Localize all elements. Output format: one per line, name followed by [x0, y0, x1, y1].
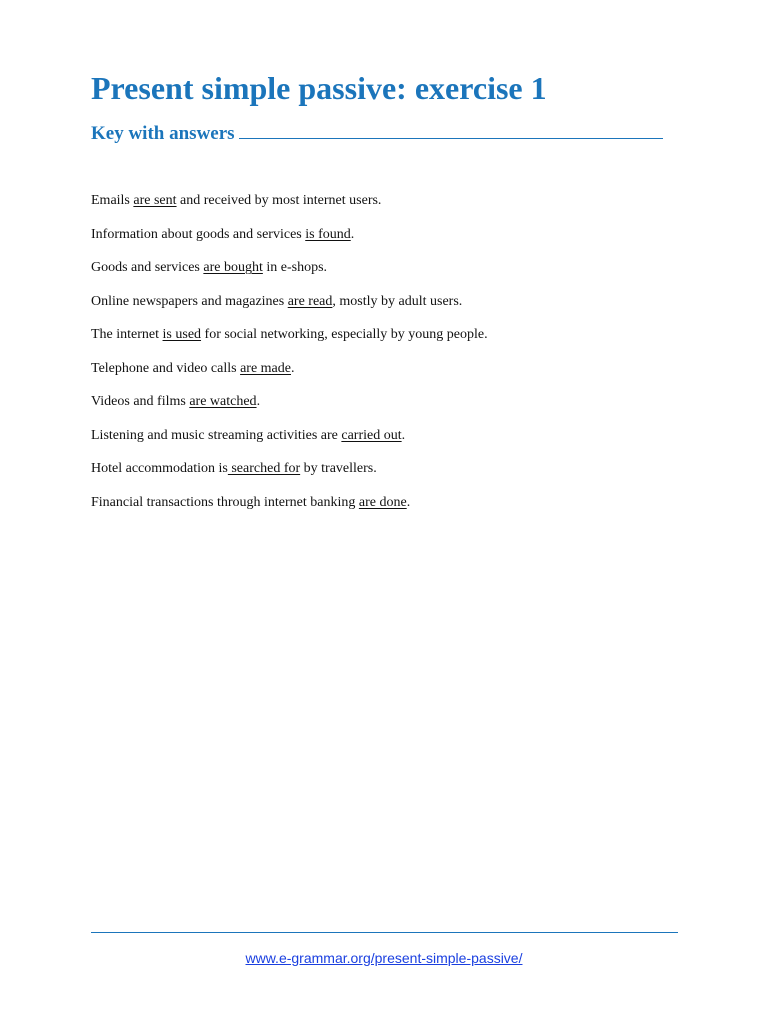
answer-verb: carried out — [341, 427, 402, 443]
answer-verb: searched for — [227, 461, 301, 476]
answer-item: Financial transactions through internet banking are done. — [91, 494, 411, 510]
subtitle-text: Key with answers — [91, 123, 235, 144]
answer-verb: are made — [240, 360, 291, 376]
answer-item: Goods and services are bought in e-shops. — [91, 260, 328, 275]
answer-item: Listening and music streaming activities are carried out. — [91, 427, 406, 443]
answer-verb: is found — [305, 226, 351, 242]
answer-item: Emails are sent and received by most internet users. — [91, 193, 382, 208]
answer-item: Hotel accommodation is searched for by travellers. — [91, 461, 377, 476]
answer-item: Online newspapers and magazines are read, mostly by adult users. — [91, 293, 463, 309]
subtitle — [91, 118, 663, 147]
answer-list — [91, 191, 488, 526]
subtitle-rule — [239, 118, 663, 139]
page-title: Present simple passive: exercise 1 — [91, 70, 547, 106]
answer-verb: are watched — [189, 394, 257, 409]
answer-verb: are sent — [133, 193, 177, 208]
answer-verb: are bought — [203, 260, 263, 275]
answer-item: Videos and films are watched. — [91, 394, 261, 409]
answer-verb: are read — [287, 293, 333, 309]
answer-item: The internet is used for social networking, especially by young people. — [91, 327, 488, 342]
footer-link[interactable]: www.e-grammar.org/present-simple-passive/ — [245, 950, 523, 966]
answer-item: Information about goods and services is found. — [91, 226, 355, 242]
answer-item: Telephone and video calls are made. — [91, 360, 295, 376]
footer-divider — [91, 932, 678, 933]
answer-verb: is used — [162, 327, 202, 342]
answer-verb: are done — [358, 494, 407, 510]
